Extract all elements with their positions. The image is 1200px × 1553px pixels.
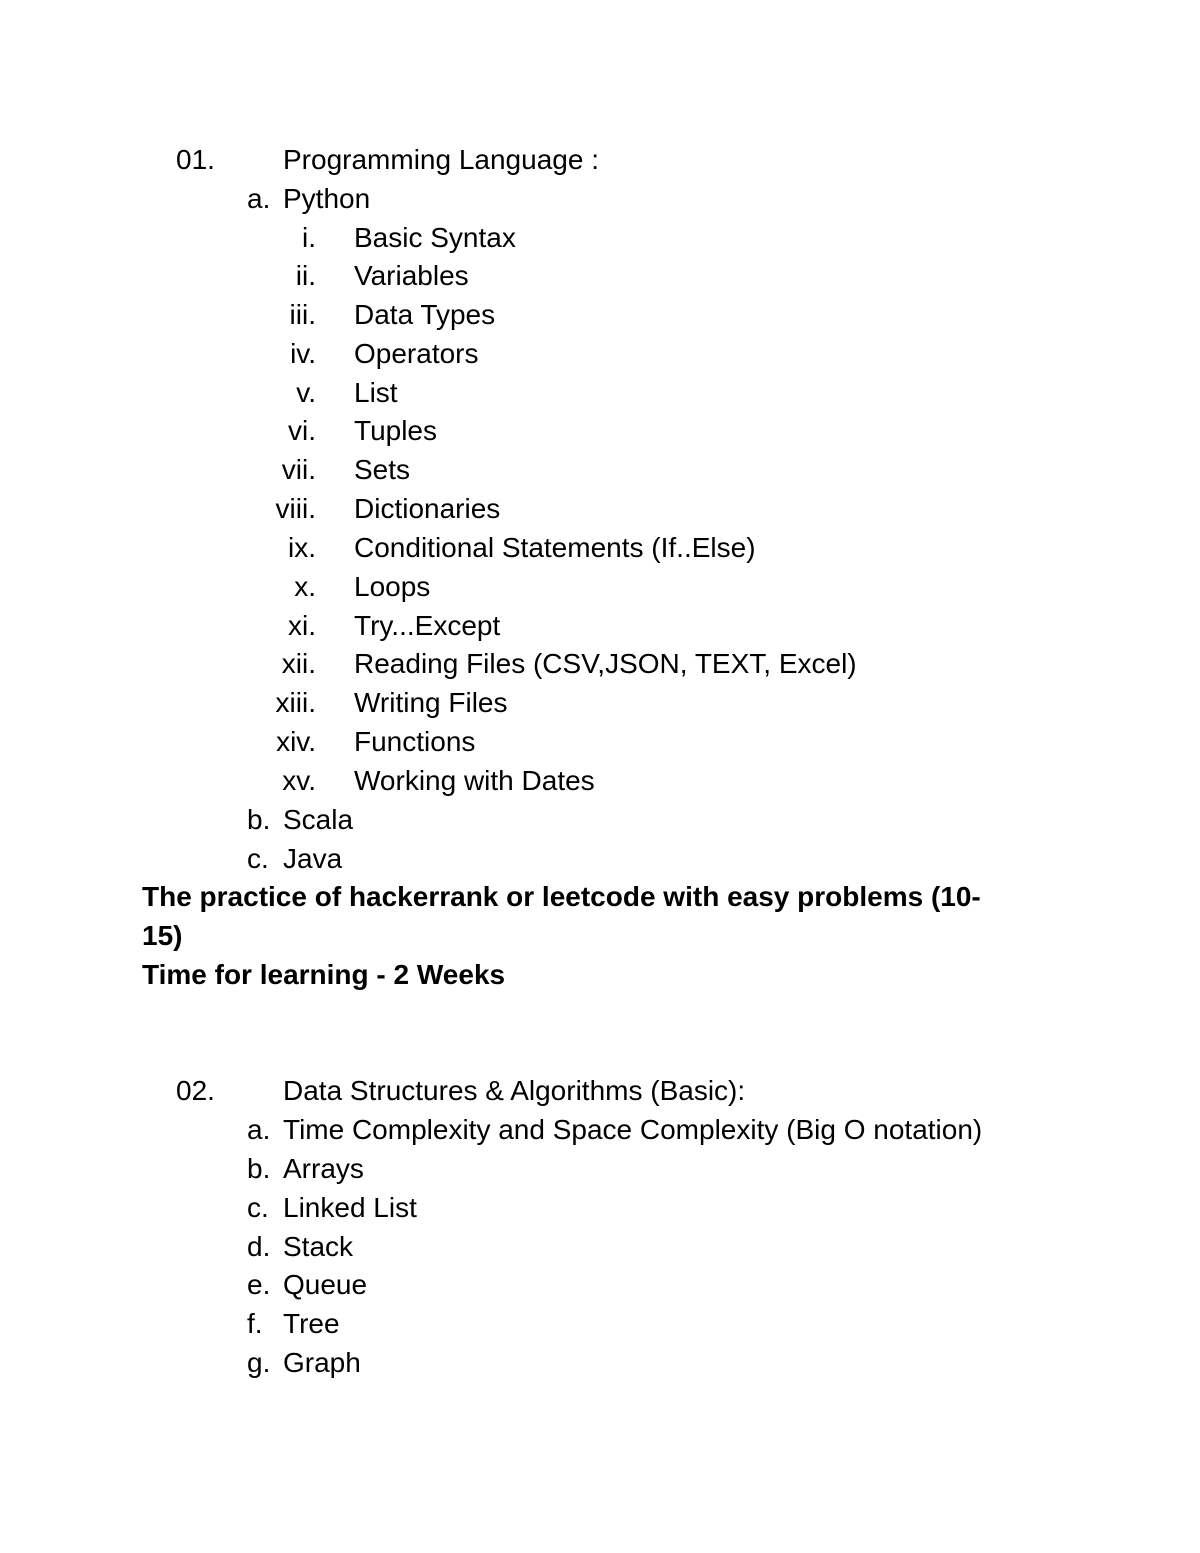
- topic-item: List: [354, 377, 398, 408]
- list-item-marker: d.: [247, 1231, 271, 1262]
- topic-marker: viii.: [275, 493, 316, 524]
- topic-item: Reading Files (CSV,JSON, TEXT, Excel): [354, 648, 857, 679]
- time-note: Time for learning - 2 Weeks: [142, 959, 506, 990]
- list-item-marker: a.: [247, 183, 271, 214]
- list-item-marker: b.: [247, 1153, 271, 1184]
- topic-marker: xiv.: [276, 726, 316, 757]
- list-item-scala: Scala: [283, 804, 354, 835]
- list-item-marker: e.: [247, 1269, 271, 1300]
- section-1-title: Programming Language :: [283, 144, 599, 175]
- list-item: Stack: [283, 1231, 354, 1262]
- list-item-marker: f.: [247, 1308, 263, 1339]
- list-item-marker: a.: [247, 1114, 271, 1145]
- topic-item: Sets: [354, 454, 411, 485]
- list-item-python: Python: [283, 183, 371, 214]
- topic-marker: xii.: [281, 648, 316, 679]
- topic-item: Working with Dates: [354, 765, 595, 796]
- topic-item: Variables: [354, 260, 469, 291]
- section-2-title: Data Structures & Algorithms (Basic):: [283, 1075, 746, 1106]
- topic-marker: vi.: [288, 415, 316, 446]
- topic-marker: xiii.: [275, 687, 316, 718]
- list-item-marker: b.: [247, 804, 271, 835]
- topic-marker: v.: [296, 377, 316, 408]
- topic-marker: i.: [302, 222, 316, 253]
- list-item-java: Java: [283, 843, 343, 874]
- list-item-marker: g.: [247, 1347, 271, 1378]
- topic-item: Functions: [354, 726, 476, 757]
- section-1-number: 01.: [176, 144, 215, 175]
- list-item-marker: c.: [247, 843, 269, 874]
- list-item: Arrays: [283, 1153, 364, 1184]
- topic-marker: vii.: [281, 454, 316, 485]
- topic-item: Data Types: [354, 299, 496, 330]
- topic-item: Operators: [354, 338, 479, 369]
- topic-marker: iv.: [290, 338, 316, 369]
- topic-item: Tuples: [354, 415, 438, 446]
- topic-item: Dictionaries: [354, 493, 501, 524]
- list-item: Queue: [283, 1269, 368, 1300]
- topic-item: Loops: [354, 571, 431, 602]
- list-item: Linked List: [283, 1192, 417, 1223]
- topic-marker: xi.: [288, 610, 316, 641]
- practice-note: The practice of hackerrank or leetcode with easy problems (10-: [142, 881, 981, 912]
- topic-marker: x.: [294, 571, 316, 602]
- list-item-marker: c.: [247, 1192, 269, 1223]
- section-2-number: 02.: [176, 1075, 215, 1106]
- topic-item: Try...Except: [354, 610, 501, 641]
- topic-marker: iii.: [289, 299, 316, 330]
- topic-marker: ix.: [288, 532, 316, 563]
- topic-marker: ii.: [295, 260, 316, 291]
- topic-item: Writing Files: [354, 687, 508, 718]
- practice-note-continued: 15): [142, 920, 183, 951]
- list-item: Graph: [283, 1347, 361, 1378]
- topic-item: Conditional Statements (If..Else): [354, 532, 756, 563]
- list-item: Time Complexity and Space Complexity (Big O notation): [283, 1114, 983, 1145]
- topic-marker: xv.: [282, 765, 316, 796]
- topic-item: Basic Syntax: [354, 222, 516, 253]
- list-item: Tree: [283, 1308, 340, 1339]
